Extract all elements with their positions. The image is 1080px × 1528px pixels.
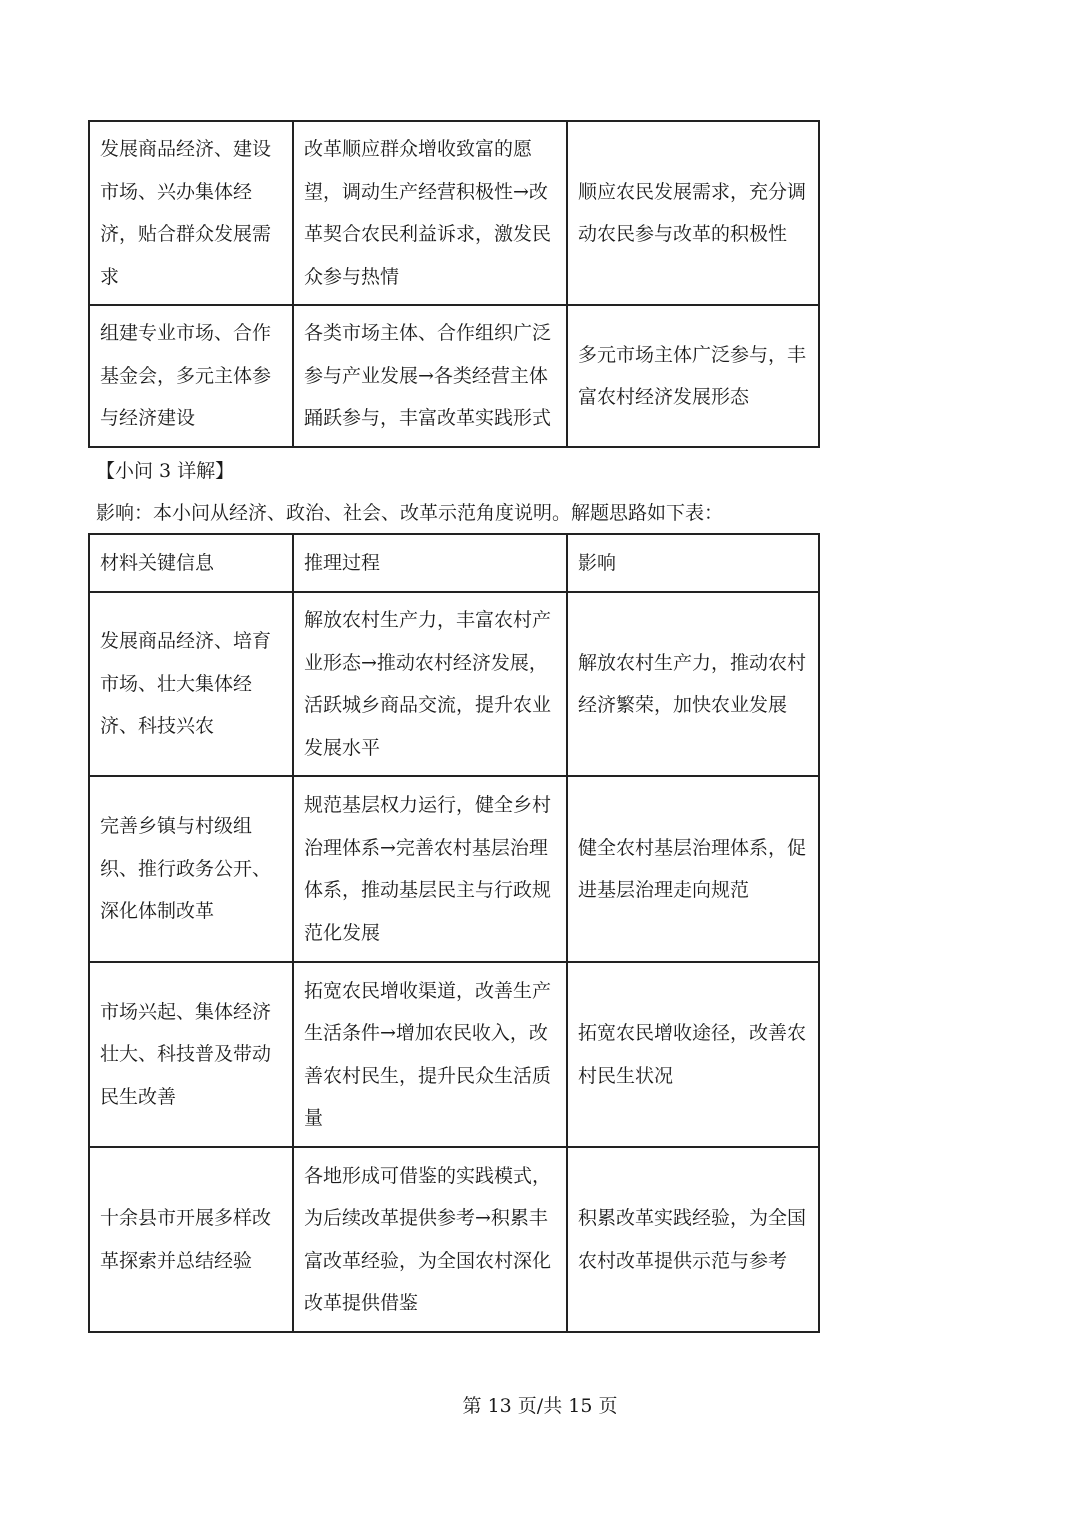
reasoning-cell: 规范基层权力运行，健全乡村治理体系→完善农村基层治理体系，推动基层民主与行政规范化发展 [293, 776, 567, 962]
continued-analysis-table [88, 120, 820, 448]
impact-cell: 拓宽农民增收途径，改善农村民生状况 [567, 962, 819, 1147]
impact-cell: 积累改革实践经验，为全国农村改革提供示范与参考 [567, 1147, 819, 1332]
reasoning-cell: 拓宽农民增收渠道，改善生产生活条件→增加农民收入，改善农村民生，提升民众生活质量 [293, 962, 567, 1147]
key-info-cell: 组建专业市场、合作基金会，多元主体参与经济建设 [89, 305, 293, 447]
impact-cell: 健全农村基层治理体系，促进基层治理走向规范 [567, 776, 819, 962]
page-number-footer: 第 13 页/共 15 页 [462, 1395, 618, 1417]
table-row [89, 121, 819, 305]
table-row [89, 962, 819, 1147]
key-info-cell: 完善乡镇与村级组织、推行政务公开、深化体制改革 [89, 776, 293, 962]
reasoning-cell: 各地形成可借鉴的实践模式，为后续改革提供参考→积累丰富改革经验，为全国农村深化改革提供借鉴 [293, 1147, 567, 1332]
header-row [89, 534, 819, 592]
reasoning-cell: 各类市场主体、合作组织广泛参与产业发展→各类经营主体踊跃参与，丰富改革实践形式 [293, 305, 567, 447]
table-row [89, 305, 819, 447]
intro-paragraph: 影响：本小问从经济、政治、社会、改革示范角度说明。解题思路如下表： [96, 502, 724, 524]
result-cell: 顺应农民发展需求，充分调动农民参与改革的积极性 [567, 121, 819, 305]
key-info-cell: 十余县市开展多样改革探索并总结经验 [89, 1147, 293, 1332]
impact-analysis-table [88, 533, 820, 1333]
reasoning-cell: 改革顺应群众增收致富的愿望，调动生产经营积极性→改革契合农民利益诉求，激发民众参与热情 [293, 121, 567, 305]
key-info-cell: 发展商品经济、培育市场、壮大集体经济、科技兴农 [89, 592, 293, 776]
key-info-cell: 市场兴起、集体经济壮大、科技普及带动民生改善 [89, 962, 293, 1147]
result-cell: 多元市场主体广泛参与，丰富农村经济发展形态 [567, 305, 819, 447]
header-cell-impact: 影响 [567, 534, 819, 592]
header-cell-reasoning: 推理过程 [293, 534, 567, 592]
section-heading: 【小问 3 详解】 [96, 460, 235, 482]
reasoning-cell: 解放农村生产力，丰富农村产业形态→推动农村经济发展，活跃城乡商品交流，提升农业发展水平 [293, 592, 567, 776]
table-row [89, 776, 819, 962]
key-info-cell: 发展商品经济、建设市场、兴办集体经济，贴合群众发展需求 [89, 121, 293, 305]
table-row [89, 592, 819, 776]
header-cell-key-info: 材料关键信息 [89, 534, 293, 592]
table-row [89, 1147, 819, 1332]
impact-cell: 解放农村生产力，推动农村经济繁荣，加快农业发展 [567, 592, 819, 776]
